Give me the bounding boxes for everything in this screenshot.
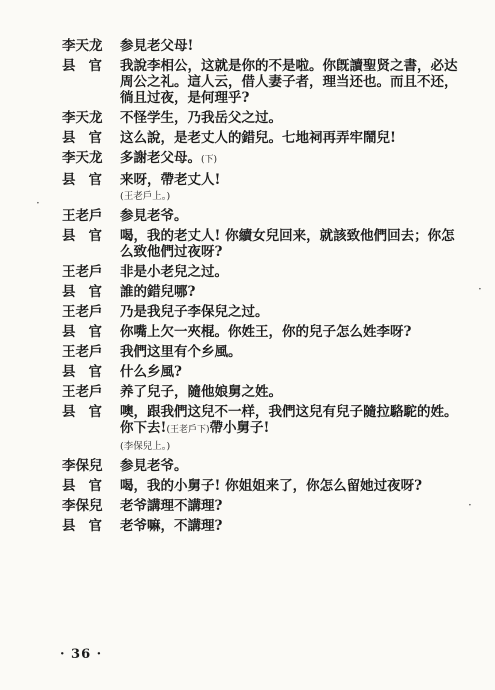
inline-stage-direction: (王老戶下) bbox=[166, 425, 210, 435]
dialogue-text bbox=[120, 150, 468, 168]
dialogue-line bbox=[62, 150, 472, 168]
speaker-name: 李保兒 bbox=[62, 458, 103, 474]
dialogue-line bbox=[62, 498, 472, 514]
speaker-name: 王老戶 bbox=[62, 384, 103, 400]
dialogue-text: 不怪学生，乃我岳父之过。 bbox=[120, 110, 282, 126]
dialogue-text: 乃是我兒子李保兒之过。 bbox=[120, 304, 269, 320]
stage-direction: (王老戶上。) bbox=[120, 191, 171, 202]
dialogue-line bbox=[62, 264, 472, 280]
speaker-name: 李保兒 bbox=[62, 498, 103, 514]
speaker-name: 县官 bbox=[62, 172, 115, 188]
dialogue-text: 你嘴上欠一夾棍。你姓王，你的兒子怎么姓李呀? bbox=[120, 324, 412, 340]
speaker-name: 李天龙 bbox=[62, 110, 103, 126]
dialogue-text-main: 多謝老父母。 bbox=[120, 150, 201, 166]
dialogue-line bbox=[62, 58, 472, 106]
dialogue-text: 我說李相公，这就是你的不是啦。你旣讀聖贤之書，必达周公之礼。這人云，借人妻子者，理当还也。而且不还，徜且过夜，是何理乎? bbox=[120, 58, 458, 106]
dialogue-line bbox=[62, 208, 472, 224]
dialogue-text: 参見老爷。 bbox=[120, 458, 188, 474]
dialogue-text bbox=[120, 404, 468, 438]
dialogue-line bbox=[62, 228, 472, 260]
dialogue-text: 参見老父母! bbox=[120, 38, 194, 54]
speaker-name: 王老戶 bbox=[62, 208, 103, 224]
dialogue-line bbox=[62, 38, 472, 54]
dialogue-text: 什么乡風? bbox=[120, 364, 182, 380]
speaker-name: 县官 bbox=[62, 478, 115, 494]
speaker-name: 县官 bbox=[62, 404, 115, 420]
dialogue-text: 养了兒子，隨他娘舅之姓。 bbox=[120, 384, 282, 400]
margin-mark: · bbox=[36, 196, 40, 210]
dialogue-line bbox=[62, 324, 472, 340]
dialogue-line bbox=[62, 518, 472, 534]
script-body bbox=[62, 38, 472, 538]
page-number: · 36 · bbox=[60, 647, 103, 662]
dialogue-line bbox=[62, 404, 472, 438]
dialogue-line bbox=[62, 110, 472, 126]
speaker-name: 县官 bbox=[62, 324, 115, 340]
dialogue-text: 喝，我的小舅子! 你姐姐来了，你怎么留她过夜呀? bbox=[120, 478, 423, 494]
speaker-name: 县官 bbox=[62, 284, 115, 300]
dialogue-text: 这么說，是老丈人的錯兒。七地祠再弄牢鬧兒! bbox=[120, 130, 396, 146]
speaker-name: 县官 bbox=[62, 58, 115, 74]
dialogue-text: 我們这里有个乡風。 bbox=[120, 344, 242, 360]
dialogue-line bbox=[62, 384, 472, 400]
dialogue-line bbox=[62, 172, 472, 188]
dialogue-line bbox=[62, 364, 472, 380]
speaker-name: 县官 bbox=[62, 518, 115, 534]
dialogue-text: 誰的錯兒哪? bbox=[120, 284, 196, 300]
margin-mark: · bbox=[468, 498, 472, 512]
dialogue-line bbox=[62, 344, 472, 360]
speaker-name: 县官 bbox=[62, 228, 115, 244]
dialogue-text: 老爷嘛，不講理? bbox=[120, 518, 223, 534]
speaker-name: 县官 bbox=[62, 364, 115, 380]
dialogue-line bbox=[62, 284, 472, 300]
speaker-name: 王老戶 bbox=[62, 264, 103, 280]
dialogue-text: 喝，我的老丈人! 你續女兒回来，就該致他們回去；你怎么致他們过夜呀? bbox=[120, 228, 455, 260]
speaker-name: 李天龙 bbox=[62, 150, 103, 166]
dialogue-text: 参見老爷。 bbox=[120, 208, 188, 224]
speaker-name: 县官 bbox=[62, 130, 115, 146]
speaker-name: 王老戶 bbox=[62, 304, 103, 320]
stage-direction: (李保兒上。) bbox=[120, 441, 171, 452]
dialogue-text: 老爷講理不講理? bbox=[120, 498, 223, 514]
dialogue-line bbox=[62, 130, 472, 146]
dialogue-text-tail: 帶小舅子! bbox=[209, 420, 270, 436]
dialogue-line bbox=[62, 304, 472, 320]
dialogue-text-main: 噢，跟我們这兒不一样，我們这兒有兒子隨拉駱駝的姓。你下去! bbox=[120, 404, 458, 436]
speaker-name: 李天龙 bbox=[62, 38, 103, 54]
dialogue-text: 非是小老兒之过。 bbox=[120, 264, 228, 280]
dialogue-line bbox=[62, 478, 472, 494]
inline-stage-direction: (下) bbox=[201, 155, 218, 165]
dialogue-text: 来呀，帶老丈人! bbox=[120, 172, 221, 188]
dialogue-line bbox=[62, 458, 472, 474]
speaker-name: 王老戶 bbox=[62, 344, 103, 360]
margin-mark: · bbox=[478, 282, 482, 296]
